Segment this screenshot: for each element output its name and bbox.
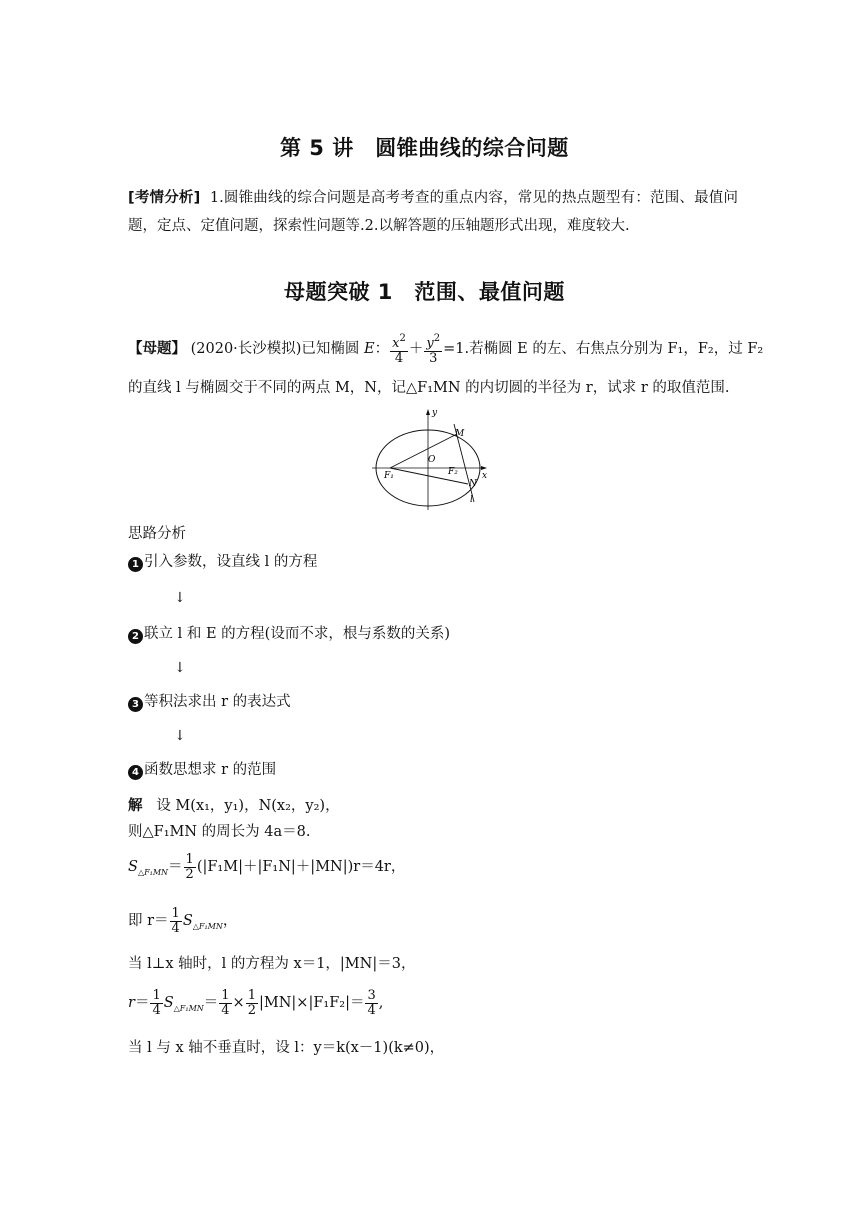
solution-line-5: 当 l⊥x 轴时，l 的方程为 x＝1，|MN|＝3， <box>128 956 416 972</box>
step-text: 函数思想求 r 的范围 <box>144 762 277 778</box>
step-number-badge: 4 <box>128 765 143 780</box>
lecture-title: 第 5 讲 圆锥曲线的综合问题 <box>280 136 569 160</box>
analysis-label: [考情分析] <box>128 190 201 206</box>
solution-line-2: 则△F₁MN 的周长为 4a＝8. <box>128 824 311 840</box>
thinking-step-3 <box>128 688 291 716</box>
fraction-one-quarter: $\frac{1}{4}$ <box>171 905 180 936</box>
x-axis-arrow <box>481 466 487 470</box>
label-n: N <box>469 479 477 489</box>
step-number-badge: 3 <box>128 697 143 712</box>
flow-arrow: ↓ <box>174 590 186 606</box>
solution-line-7: 当 l 与 x 轴不垂直时，设 l：y＝k(x－1)(k≠0)， <box>128 1040 445 1056</box>
label-x: x <box>482 471 488 481</box>
label-m: M <box>455 429 465 439</box>
solution-line-3: $S_{\triangle F_1MN}=$ $\frac{1}{2}$ (|F₁M|＋|F₁N|＋|MN|)r＝4r， <box>128 851 406 882</box>
section-title: 母题突破 1 范围、最值问题 <box>284 280 565 304</box>
flow-arrow: ↓ <box>174 728 186 744</box>
solution-label: 解 <box>128 798 143 814</box>
label-f2: F₂ <box>448 467 458 477</box>
thinking-heading: 思路分析 <box>128 526 186 542</box>
problem-line-2: 的直线 l 与椭圆交于不同的两点 M，N，记△F₁MN 的内切圆的半径为 r，试求 r 的取值范围. <box>128 380 730 396</box>
solution-line6-text: |MN|×|F₁F₂|＝ <box>258 995 365 1011</box>
step-number-badge: 1 <box>128 557 143 572</box>
problem-label: 【母题】 <box>128 341 186 357</box>
fraction-three-quarters: $\frac{3}{4}$ <box>367 987 376 1018</box>
label-f1: F₁ <box>384 471 394 481</box>
solution-line-1 <box>128 792 340 820</box>
flow-arrow: ↓ <box>174 660 186 676</box>
ellipse-figure <box>372 406 496 510</box>
label-origin: O <box>428 455 436 465</box>
label-line-l: l <box>470 495 473 505</box>
step-text: 等积法求出 r 的表达式 <box>144 694 291 710</box>
problem-rest-line1: =1.若椭圆 E 的左、右焦点分别为 F₁，F₂，过 F₂ <box>443 341 764 357</box>
step-text: 联立 l 和 E 的方程(设而不求，根与系数的关系) <box>144 626 450 642</box>
fraction-one-quarter: $\frac{1}{4}$ <box>152 987 161 1018</box>
problem-line-1: 【母题】 (2020·长沙模拟)已知椭圆 E： $\frac{x^2}{4}$ ＋ $\frac{y^2}{3}$ =1.若椭圆 E 的左、右焦点分别为 F₁，F₂，过 F₂ <box>128 333 764 366</box>
fraction-y2-over-3: $\frac{y^2}{3}$ <box>426 333 441 366</box>
thinking-step-1 <box>128 548 317 576</box>
ellipse-name: E <box>364 341 375 357</box>
y-axis-arrow <box>426 409 430 415</box>
solution-line4-text: 即 r＝ <box>128 913 169 929</box>
solution-line3-text: (|F₁M|＋|F₁N|＋|MN|)r＝4r， <box>196 859 406 875</box>
solution-text: 设 M(x₁，y₁)，N(x₂，y₂)， <box>156 798 340 814</box>
step-text: 引入参数，设直线 l 的方程 <box>144 554 318 570</box>
label-y: y <box>432 408 438 418</box>
fraction-one-half: $\frac{1}{2}$ <box>185 851 194 882</box>
segment-f1-m <box>390 434 457 468</box>
solution-line-4: 即 r＝ $\frac{1}{4}$ $S_{\triangle F_1MN}$， <box>128 905 238 936</box>
problem-source: (2020·长沙模拟)已知椭圆 <box>190 341 360 357</box>
fraction-one-half: $\frac{1}{2}$ <box>247 987 256 1018</box>
fraction-x2-over-4: $\frac{x^2}{4}$ <box>392 333 406 366</box>
fraction-one-quarter: $\frac{1}{4}$ <box>221 987 230 1018</box>
thinking-step-2 <box>128 620 450 648</box>
thinking-step-4 <box>128 756 276 784</box>
solution-line-6: r＝ $\frac{1}{4}$ $S_{\triangle F_1MN}=$ $\frac{1}{4}$ × $\frac{1}{2}$ |MN|×|F₁F₂|＝ $\frac{3}{4}$ , <box>128 987 384 1018</box>
step-number-badge: 2 <box>128 629 143 644</box>
analysis-text: 1.圆锥曲线的综合问题是高考考查的重点内容，常见的热点题型有：范围、最值问题，定点、定值问题，探索性问题等.2.以解答题的压轴题形式出现，难度较大. <box>128 190 738 234</box>
analysis-paragraph <box>128 184 738 240</box>
